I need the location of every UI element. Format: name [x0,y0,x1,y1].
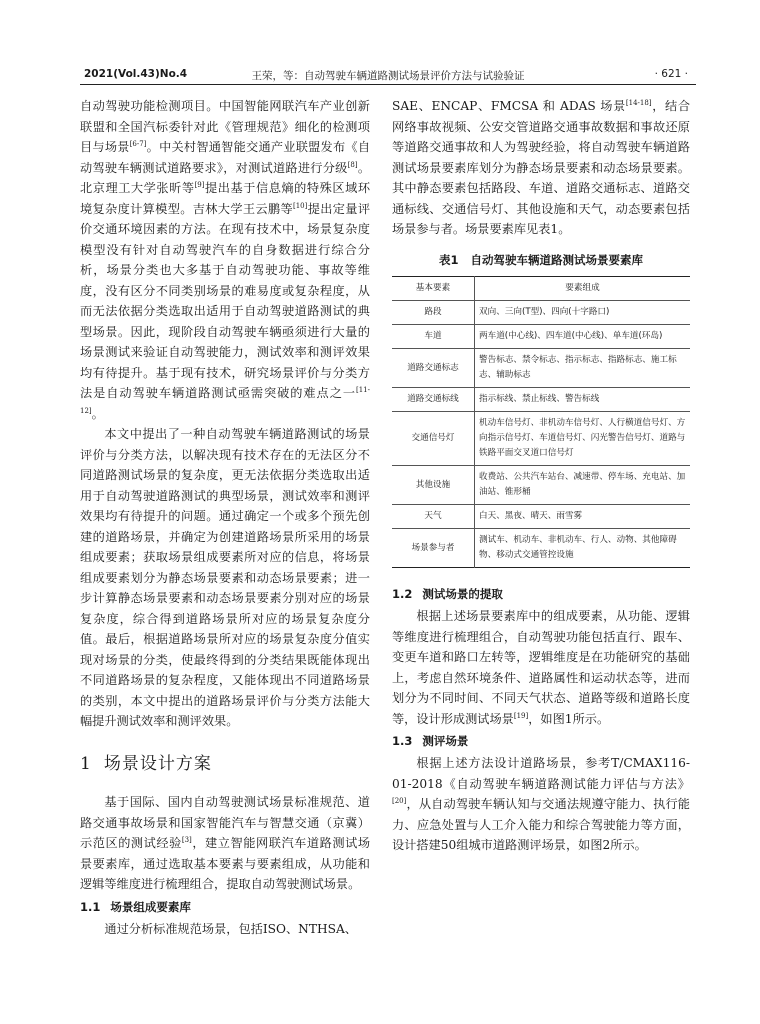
table-row [392,412,690,466]
subsection-heading-1-2: 1.2 测试场景的提取 [392,587,503,601]
section1-paragraph: 基于国际、国内自动驾驶测试场景标准规范、道路交通事故场景和国家智能汽车与智慧交通（京冀）示范区的测试经验[3]，建立智能网联汽车道路测试场景要素库，通过选取基本要素与要素组成，从功能和逻辑等维度进行梳理组合，提取自动驾驶测试场景。 [80,795,371,891]
subsection-heading-1-1: 1.1 场景组成要素库 [80,899,191,914]
subsection1-2-paragraph: 根据上述场景要素库中的组成要素，从功能、逻辑等维度进行梳理组合，自动驾驶功能包括直行、跟车、变更车道和路口左转等，逻辑维度是在功能研究的基础上，考虑自然环境条件、道路属性和运动状态等，进而划分为不同时间、不同天气状态、道路等级和道路长度等，设计形成测试场景[19]，如图1所示。 [392,609,690,726]
table-row [392,529,690,568]
table-cell-composition: 两车道(中心线)、四车道(中心线)、单车道(环岛) [475,325,691,349]
table-cell-element: 天气 [392,505,475,529]
table-cell-composition: 双向、三向(T型)、四向(十字路口) [475,301,691,325]
table-row [392,301,690,325]
table-cell-composition: 测试车、机动车、非机动车、行人、动物、其他障碍物、移动式交通管控设施 [475,529,691,568]
table-row [392,466,690,505]
table-cell-element: 道路交通标志 [392,349,475,388]
subsection1-1-paragraph: 通过分析标准规范场景，包括ISO、NTHSA、 [104,921,357,936]
subsection1-3-paragraph: 根据上述方法设计道路场景，参考T/CMAX116-01-2018《自动驾驶车辆道路测试能力评估与方法》[20]，从自动驾驶车辆认知与交通法规遵守能力、执行能力、应急处置与人工介入能力和综合驾驶能力等方面，设计搭建50组城市道路测评场景，如图2所示。 [392,756,690,852]
table-cell-composition: 白天、黑夜、晴天、雨雪雾 [475,505,691,529]
citation: [20] [392,797,407,805]
citation: [3] [181,836,192,844]
intro-paragraph-2: 本文中提出了一种自动驾驶车辆道路测试的场景评价与分类方法，以解决现有技术存在的无法区分不同道路测试场景的复杂度，更无法依据分类选取出适用于自动驾驶道路测试的典型场景，测试效率和测评效果均有待提升的问题。通过确定一个或多个预先创建的道路场景，并确定为创建道路场景所采用的场景组成要素；获取场景组成要素所对应的信息，将场景组成要素划分为静态场景要素和动态场景要素；进一步计算静态场景要素和动态场景要素分别对应的场景复杂度，综合得到道路场景所对应的场景复杂度分值。最后，根据道路场景所对应的场景复杂度分值实现对场景的分类，使最终得到的分类结果既能体现出不同道路场景的复杂程度，又能体现出不同道路场景的类别，本文中提出的道路场景评价与分类方法能大幅提升测试效率和测评效果。 [80,427,370,728]
citation: [11-12] [80,386,370,415]
citation: [8] [347,160,358,169]
table-cell-element: 其他设施 [392,466,475,505]
table-cell-composition: 机动车信号灯、非机动车信号灯、人行横道信号灯、方向指示信号灯、车道信号灯、闪光警告信号灯、道路与铁路平面交叉道口信号灯 [475,412,691,466]
citation: [14-18] [625,99,652,107]
right-column [392,96,690,856]
section-heading-1: 1 场景设计方案 [80,753,212,774]
subsection-heading-1-3: 1.3 测评场景 [392,734,469,748]
journal-issue: 2021(Vol.43)No.4 [84,68,188,80]
table-row [392,388,690,412]
page-number: · 621 · [654,68,688,80]
table-cell-element: 交通信号灯 [392,412,475,466]
table-row [392,349,690,388]
scene-elements-table [392,276,690,568]
table-header-row [392,277,690,301]
left-column [80,96,370,939]
table-cell-composition: 警告标志、禁令标志、指示标志、指路标志、施工标志、辅助标志 [475,349,691,388]
table-row [392,505,690,529]
running-header [80,66,696,85]
table-cell-element: 道路交通标线 [392,388,475,412]
citation: [9] [194,181,205,189]
citation: [10] [292,201,308,210]
table-cell-composition: 指示标线、禁止标线、警告标线 [475,388,691,412]
table-cell-element: 场景参与者 [392,529,475,568]
intro-paragraph-1: 自动驾驶功能检测项目。中国智能网联汽车产业创新联盟和全国汽标委针对此《管理规范》细化的检测项目与场景[6-7]。中关村智通智能交通产业联盟发布《自动驾驶车辆测试道路要求》，对测试道路进行分级[8]。北京理工大学张昕等[9]提出基于信息熵的特殊区域环境复杂度计算模型。吉林大学王云鹏等[10]提出定量评价交通环境因素的方法。在现有技术中，场景复杂度模型没有针对自动驾驶汽车的自身数据进行综合分析，场景分类也大多基于自动驾驶功能、事故等维度，没有区分不同类别场景的难易度或复杂程度，从而无法依据分类选取出适用于自动驾驶道路测试的典型场景。因此，现阶段自动驾驶车辆亟须进行大量的场景测试来验证自动驾驶能力，测试效率和测评效果均有待提升。基于现有技术，研究场景评价与分类方法是自动驾驶车辆道路测试亟需突破的难点之一[11-12]。 [80,99,371,421]
table-row [392,325,690,349]
table-cell-element: 车道 [392,325,475,349]
table-cell-composition: 收费站、公共汽车站台、减速带、停车场、充电站、加油站、锥形桶 [475,466,691,505]
running-title: 王荣，等：自动驾驶车辆道路测试场景评价方法与试验验证 [251,70,525,82]
table-header-cell: 基本要素 [392,277,475,301]
citation: [19] [513,711,529,720]
table-cell-element: 路段 [392,301,475,325]
table-caption: 表1 自动驾驶车辆道路测试场景要素库 [438,252,643,267]
continued-paragraph: SAE、ENCAP、FMCSA 和 ADAS 场景[14-18]，结合网络事故视频、公安交管道路交通事故数据和事故还原等道路交通事故和人为驾驶经验，将自动驾驶车辆道路测试场景要素库划分为静态场景要素和动态场景要素。其中静态要素包括路段、车道、道路交通标志、道路交通标线、交通信号灯、其他设施和天气，动态要素包括场景参与者。场景要素库见表1。 [392,99,691,236]
table-header-cell: 要素组成 [475,277,691,301]
citation: [6-7] [129,140,147,148]
